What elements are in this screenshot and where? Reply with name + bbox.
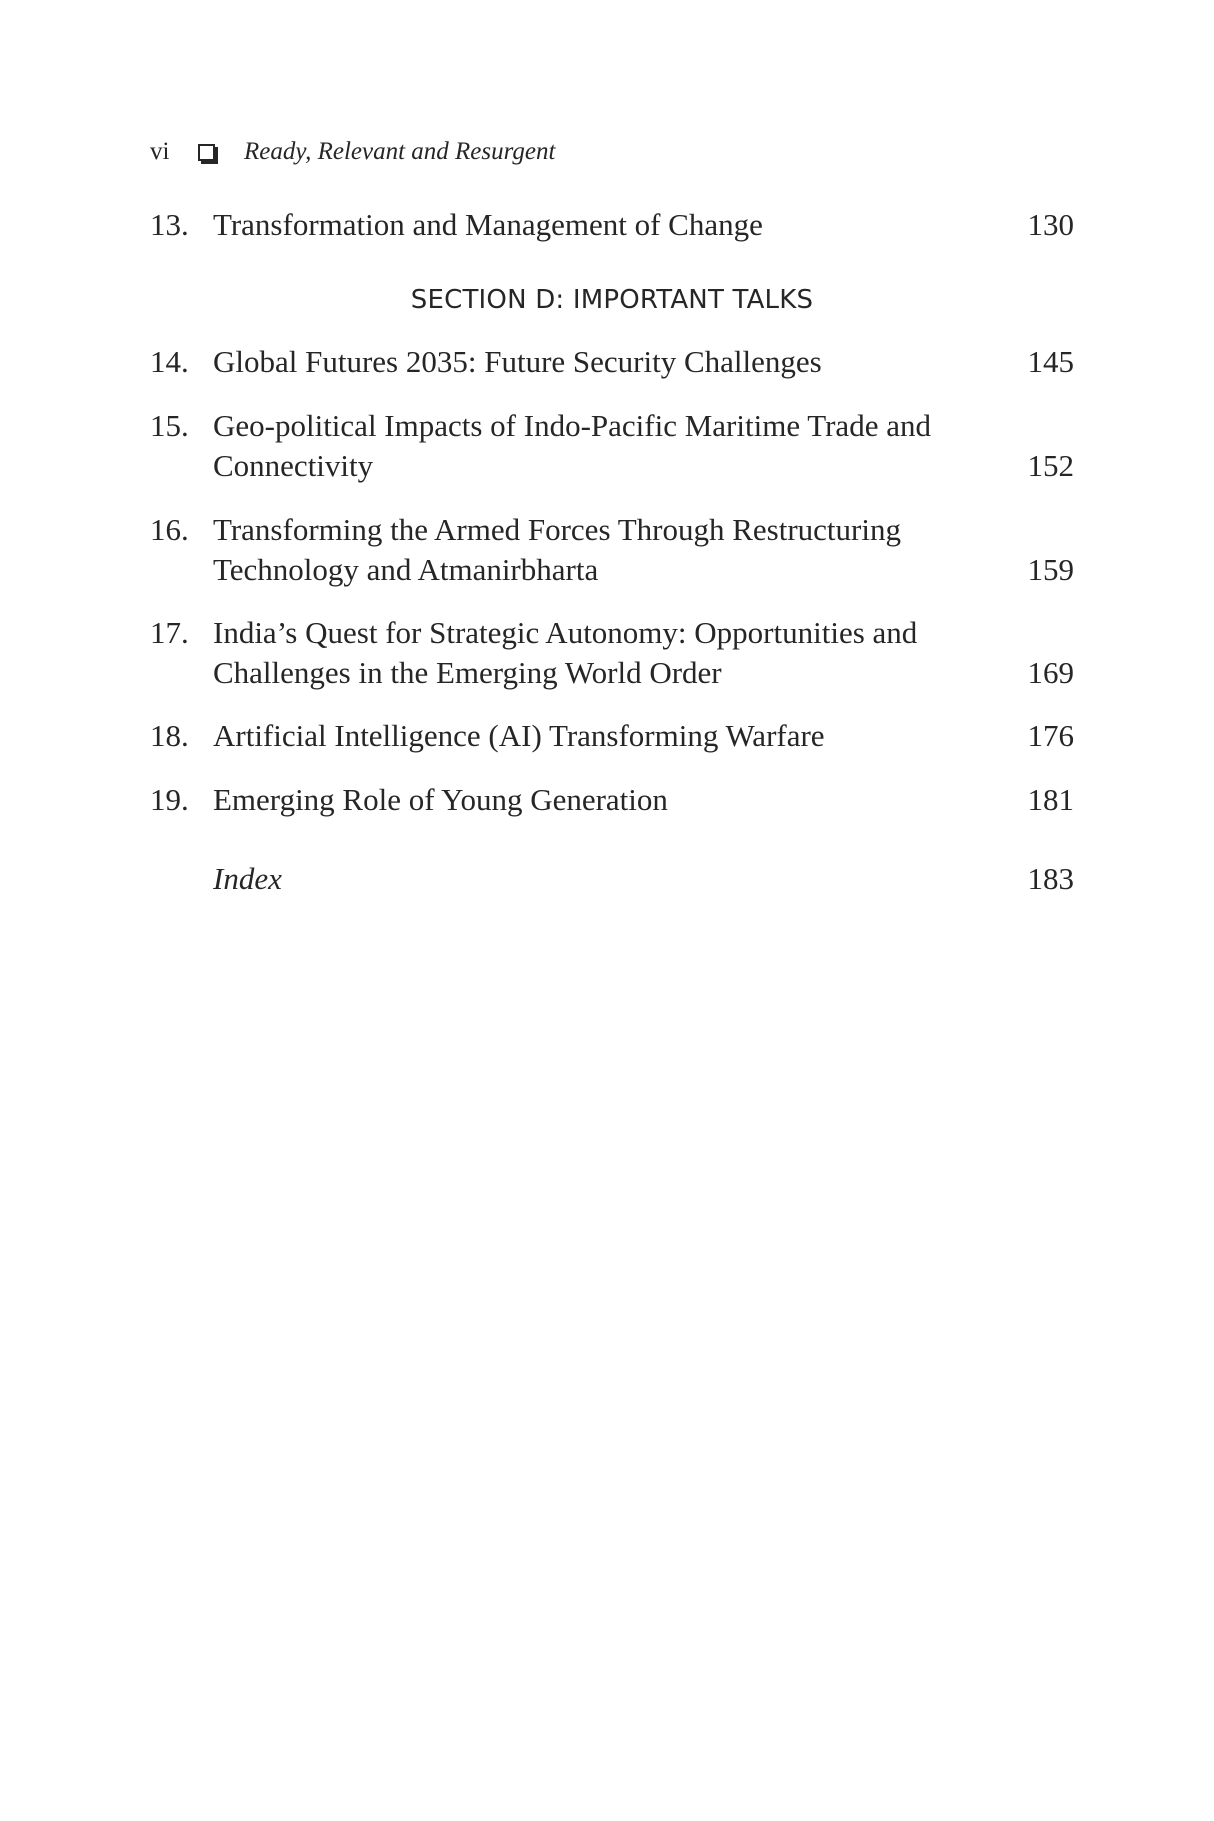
toc-entry-13 <box>150 205 1074 245</box>
toc-entry-title-line: Challenges in the Emerging World Order <box>213 655 722 690</box>
toc-entry-number: 18. <box>150 718 189 753</box>
toc-entry-title-line: Artificial Intelligence (AI) Transforming Warfare <box>213 718 825 753</box>
toc-entry-title <box>213 342 964 382</box>
toc-entry-19 <box>150 780 1074 820</box>
toc-entry-15 <box>150 406 1074 486</box>
toc-entry-number: 19. <box>150 782 189 817</box>
toc-entry-16 <box>150 510 1074 590</box>
toc-entry-number: 17. <box>150 615 189 650</box>
toc-entry-page: 181 <box>1027 782 1074 817</box>
toc-entry-title-line: Emerging Role of Young Generation <box>213 782 668 817</box>
toc-entry-title <box>213 510 964 590</box>
toc-entry-title <box>213 716 964 756</box>
toc-entry-number: 16. <box>150 512 189 547</box>
toc-entry-title <box>213 780 964 820</box>
toc-entry-page: 183 <box>1027 861 1074 896</box>
toc-entry-page: 169 <box>1027 655 1074 690</box>
toc-entry-page: 176 <box>1027 718 1074 753</box>
toc-entry-title <box>213 406 964 486</box>
running-header <box>150 134 555 170</box>
toc-entry-number: 13. <box>150 207 189 242</box>
toc-entry-page: 152 <box>1027 448 1074 483</box>
toc-entry-title <box>213 613 964 693</box>
toc-entry-title-line: Connectivity <box>213 448 374 483</box>
toc-entry-page: 159 <box>1027 552 1074 587</box>
toc-entry-14 <box>150 342 1074 382</box>
toc-entry-title-line: Geo-political Impacts of Indo-Pacific Maritime Trade and <box>213 408 931 443</box>
toc-entry-17 <box>150 613 1074 693</box>
toc-entry-title-line: Technology and Atmanirbharta <box>213 552 599 587</box>
page-folio: vi <box>150 138 170 165</box>
toc-entry-title-line: India’s Quest for Strategic Autonomy: Opportunities and <box>213 615 918 650</box>
toc-entry-number: 15. <box>150 408 189 443</box>
running-title: Ready, Relevant and Resurgent <box>244 138 556 165</box>
toc-entry-number: 14. <box>150 344 189 379</box>
toc-entry-title-line: Global Futures 2035: Future Security Challenges <box>213 344 822 379</box>
toc-entry-18 <box>150 716 1074 756</box>
toc-entry-title-line: Transforming the Armed Forces Through Restructuring <box>213 512 901 547</box>
toc-entry-title: Transformation and Management of Change <box>213 207 763 242</box>
toc-entry-index <box>150 859 1074 899</box>
section-heading: SECTION D: IMPORTANT TALKS <box>410 285 814 315</box>
toc-entry-title: Index <box>213 861 282 896</box>
box-bullet-icon <box>198 144 215 161</box>
toc-entry-page: 145 <box>1027 344 1074 379</box>
toc-entry-page: 130 <box>1027 207 1074 242</box>
